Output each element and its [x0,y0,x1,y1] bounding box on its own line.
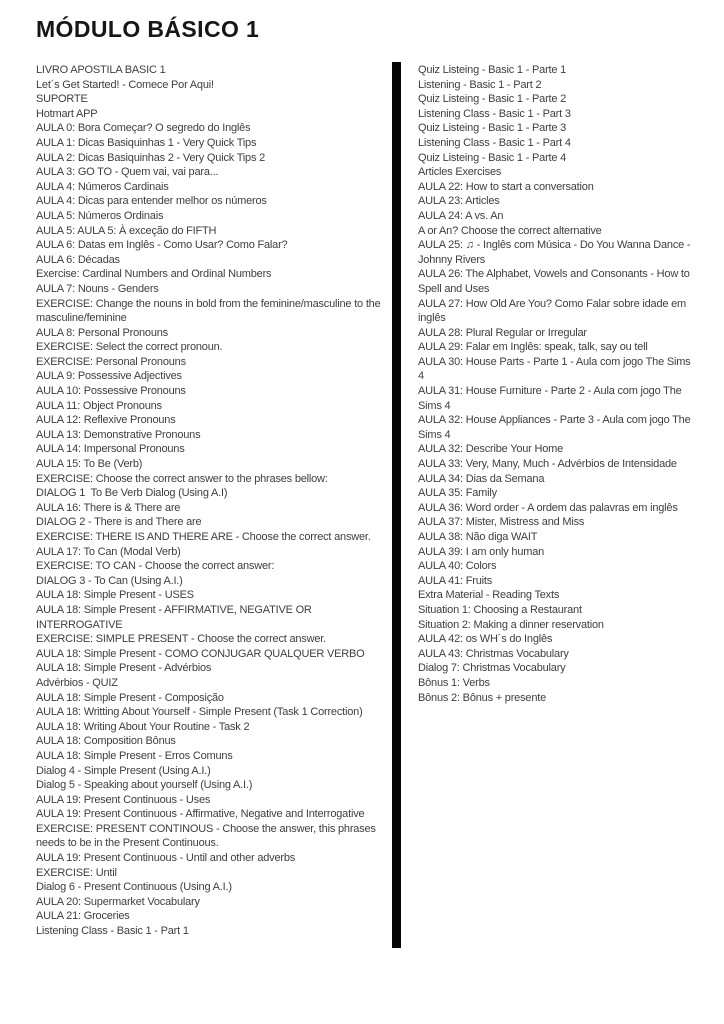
list-item: AULA 12: Reflexive Pronouns [36,414,176,427]
list-item: Quiz Listeing - Basic 1 - Parte 2 [418,93,567,106]
list-item: EXERCISE: Choose the correct answer to the phrases bellow: [36,472,328,485]
list-item: Situation 1: Choosing a Restaurant [418,603,582,616]
list-item: AULA 29: Falar em Inglês: speak, talk, say ou tell [418,341,648,354]
list-item: Situation 2: Making a dinner reservation [418,618,604,631]
list-item: Bônus 2: Bônus + presente [418,691,547,704]
list-item: AULA 31: House Furniture - Parte 2 - Aula com jogo The Sims 4 [418,385,685,412]
list-item: Quiz Listeing - Basic 1 - Parte 1 [418,64,567,76]
list-item: Dialog 5 - Speaking about yourself (Using A.I.) [36,779,253,792]
list-item: Advérbios - QUIZ [36,676,118,689]
list-item: AULA 10: Possessive Pronouns [36,385,186,398]
list-item: AULA 6: Décadas [36,253,120,266]
list-item: DIALOG 2 - There is and There are [36,516,202,529]
list-item: AULA 17: To Can (Modal Verb) [36,545,181,558]
list-item: AULA 34: Dias da Semana [418,472,545,485]
list-item: AULA 20: Supermarket Vocabulary [36,895,200,908]
list-item: EXERCISE: Change the nouns in bold from the feminine/masculine to the masculine/feminine [36,297,384,325]
list-item: AULA 18: Simple Present - AFFIRMATIVE, NEGATIVE OR INTERROGATIVE [36,603,315,631]
list-item: AULA 7: Nouns - Genders [36,282,159,295]
list-item: AULA 40: Colors [418,560,497,573]
list-item: EXERCISE: Personal Pronouns [36,355,186,368]
list-item: EXERCISE: PRESENT CONTINOUS - Choose the answer, this phrases needs to be in the Present Continuous. [36,822,379,850]
list-item: AULA 15: To Be (Verb) [36,458,143,471]
list-item: AULA 19: Present Continuous - Until and other adverbs [36,852,296,865]
list-item: Listening Class - Basic 1 - Part 3 [418,107,571,120]
list-item: AULA 39: I am only human [418,545,545,558]
list-item: EXERCISE: Until [36,866,117,879]
list-item: AULA 32: House Appliances - Parte 3 - Aula com jogo The Sims 4 [418,414,694,441]
list-item: AULA 33: Very, Many, Much - Advérbios de Intensidade [418,458,677,471]
list-item: AULA 11: Object Pronouns [36,399,162,412]
page-title: MÓDULO BÁSICO 1 [36,16,260,42]
list-item: AULA 18: Simple Present - Advérbios [36,662,212,675]
list-item: Exercise: Cardinal Numbers and Ordinal Numbers [36,268,272,281]
list-item: AULA 18: Composition Bônus [36,735,176,748]
list-item: SUPORTE [36,93,88,106]
list-item: Hotmart APP [36,107,98,120]
list-item: AULA 18: Writting About Yourself - Simple Present (Task 1 Correction) [36,706,363,719]
list-item: LIVRO APOSTILA BASIC 1 [36,64,166,76]
list-item: Listening - Basic 1 - Part 2 [418,78,542,91]
list-item: AULA 14: Impersonal Pronouns [36,443,185,456]
list-item: AULA 2: Dicas Basiquinhas 2 - Very Quick Tips 2 [36,151,266,164]
list-item: AULA 18: Simple Present - USES [36,589,194,602]
list-item: AULA 5: Números Ordinais [36,209,164,222]
list-item: AULA 27: How Old Are You? Como Falar sobre idade em inglês [418,297,689,325]
list-item: Extra Material - Reading Texts [418,589,560,602]
list-item: AULA 37: Mister, Mistress and Miss [418,516,585,529]
list-item: AULA 42: os WH´s do Inglês [418,633,553,646]
list-item: DIALOG 3 - To Can (Using A.I.) [36,574,183,587]
list-item: Quiz Listeing - Basic 1 - Parte 4 [418,151,567,164]
list-item: AULA 18: Simple Present - Erros Comuns [36,749,233,762]
list-item: Articles Exercises [418,166,502,179]
list-item: AULA 30: House Parts - Parte 1 - Aula com jogo The Sims 4 [418,355,694,383]
list-item: AULA 38: Não diga WAIT [418,531,538,543]
list-item: AULA 6: Datas em Inglês - Como Usar? Como Falar? [36,239,288,252]
list-item: AULA 1: Dicas Basiquinhas 1 - Very Quick Tips [36,136,257,149]
list-item: AULA 9: Possessive Adjectives [36,370,182,383]
list-item: AULA 32: Describe Your Home [418,443,564,456]
list-item: EXERCISE: TO CAN - Choose the correct answer: [36,560,275,573]
list-item: AULA 21: Groceries [36,910,130,923]
list-item: AULA 36: Word order - A ordem das palavras em inglês [418,501,678,514]
list-item: AULA 5: AULA 5: À exceção do FIFTH [36,224,217,237]
list-item: AULA 26: The Alphabet, Vowels and Consonants - How to Spell and Uses [418,268,693,295]
list-item: Dialog 4 - Simple Present (Using A.I.) [36,764,211,777]
list-item: AULA 0: Bora Começar? O segredo do Inglês [36,122,251,135]
list-item: Listening Class - Basic 1 - Part 1 [36,925,189,938]
list-item: AULA 43: Christmas Vocabulary [418,647,569,660]
left-column [36,63,394,939]
list-item: AULA 22: How to start a conversation [418,180,594,193]
list-item: AULA 18: Simple Present - COMO CONJUGAR QUALQUER VERBO [36,647,365,660]
list-item: Listening Class - Basic 1 - Part 4 [418,136,571,149]
list-item: Quiz Listeing - Basic 1 - Parte 3 [418,122,567,135]
list-item: AULA 41: Fruits [418,574,493,587]
list-item: AULA 18: Writing About Your Routine - Task 2 [36,720,250,733]
list-item: AULA 24: A vs. An [418,209,504,222]
list-item: AULA 19: Present Continuous - Affirmative, Negative and Interrogative [36,808,365,821]
list-item: EXERCISE: THERE IS AND THERE ARE - Choose the correct answer. [36,531,371,543]
list-item: AULA 23: Articles [418,195,500,208]
list-item: Dialog 7: Christmas Vocabulary [418,662,566,675]
list-item: Bônus 1: Verbs [418,676,490,689]
list-item: AULA 4: Dicas para entender melhor os números [36,195,267,208]
list-item: AULA 8: Personal Pronouns [36,326,168,339]
list-item: EXERCISE: SIMPLE PRESENT - Choose the correct answer. [36,633,326,646]
list-item: AULA 4: Números Cardinais [36,180,169,193]
list-item: AULA 28: Plural Regular or Irregular [418,326,587,339]
list-item: A or An? Choose the correct alternative [418,224,602,237]
list-item: Dialog 6 - Present Continuous (Using A.I.) [36,881,232,894]
list-item: AULA 13: Demonstrative Pronouns [36,428,201,441]
right-column [418,63,694,705]
list-item: AULA 18: Simple Present - Composição [36,691,224,704]
list-item: AULA 19: Present Continuous - Uses [36,793,211,806]
column-divider [392,62,401,948]
list-item: AULA 35: Family [418,487,497,500]
list-item: AULA 3: GO TO - Quem vai, vai para... [36,166,219,179]
list-item: AULA 16: There is & There are [36,501,181,514]
list-item: AULA 25: ♫ - Inglês com Música - Do You Wanna Dance - Johnny Rivers [418,239,694,266]
list-item: EXERCISE: Select the correct pronoun. [36,341,223,354]
list-item: Let´s Get Started! - Comece Por Aqui! [36,78,214,91]
list-item: DIALOG 1 To Be Verb Dialog (Using A.I) [36,487,228,500]
